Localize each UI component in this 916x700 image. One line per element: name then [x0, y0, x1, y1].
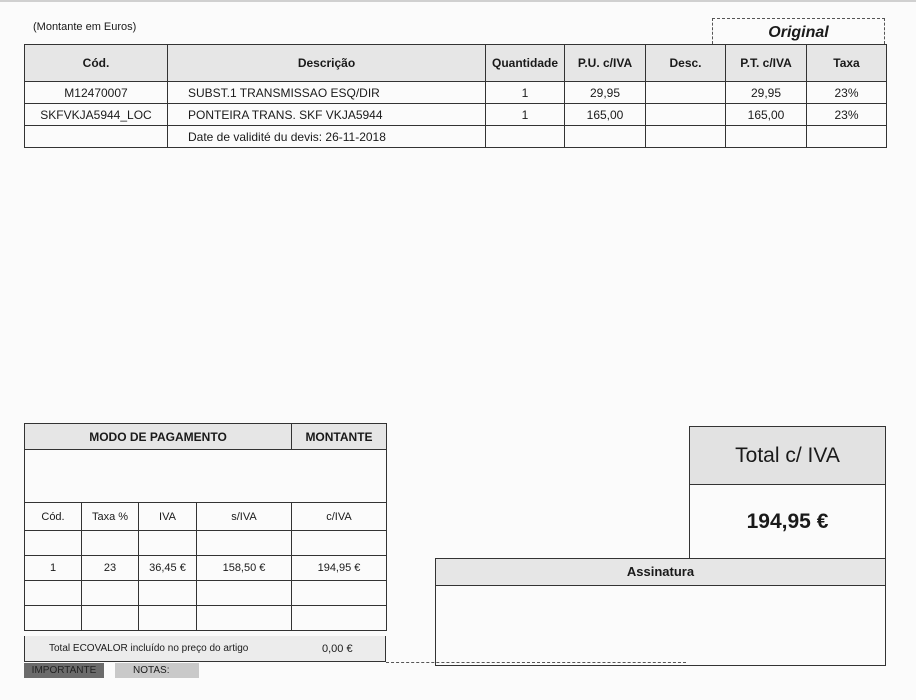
- items-table: [24, 44, 887, 148]
- payment-method-title: MODO DE PAGAMENTO: [25, 424, 292, 450]
- table-row: [25, 556, 387, 581]
- total-label: Total c/ IVA: [690, 427, 885, 485]
- items-header-row: [25, 45, 887, 82]
- payment-header-row: [25, 424, 387, 450]
- payment-blank-row: [25, 450, 387, 503]
- tax-col-civa: c/IVA: [292, 503, 387, 531]
- item-desc: [646, 104, 726, 126]
- item-desc: [646, 82, 726, 104]
- item-descricao: SUBST.1 TRANSMISSAO ESQ/DIR: [168, 82, 486, 104]
- item-descricao: Date de validité du devis: 26-11-2018: [168, 126, 486, 148]
- tax-cell: [139, 581, 197, 606]
- item-desc: [646, 126, 726, 148]
- table-row: [25, 606, 387, 631]
- item-descricao: PONTEIRA TRANS. SKF VKJA5944: [168, 104, 486, 126]
- tax-cell: [139, 531, 197, 556]
- item-taxa: 23%: [807, 82, 887, 104]
- tax-cell: [197, 531, 292, 556]
- tax-taxa: 23: [82, 556, 139, 581]
- tax-cell: [82, 581, 139, 606]
- table-row: [25, 126, 887, 148]
- ecovalor-row: [24, 636, 386, 662]
- tax-cell: [25, 531, 82, 556]
- tax-cell: [25, 581, 82, 606]
- item-pu: [565, 126, 646, 148]
- item-pu: 29,95: [565, 82, 646, 104]
- tax-cell: [292, 581, 387, 606]
- col-header-pu: P.U. c/IVA: [565, 45, 646, 82]
- signature-label: Assinatura: [436, 559, 885, 586]
- tax-cell: [197, 581, 292, 606]
- item-taxa: 23%: [807, 104, 887, 126]
- col-header-descricao: Descrição: [168, 45, 486, 82]
- tax-col-iva: IVA: [139, 503, 197, 531]
- table-row: [25, 82, 887, 104]
- payment-blank-cell: [25, 450, 387, 503]
- item-cod: M12470007: [25, 82, 168, 104]
- tax-header-row: [25, 503, 387, 531]
- item-pt: 29,95: [726, 82, 807, 104]
- total-value: 194,95 €: [746, 510, 829, 533]
- payment-table: [24, 423, 387, 631]
- payment-amount-title: MONTANTE: [292, 424, 387, 450]
- item-pt: 165,00: [726, 104, 807, 126]
- ecovalor-label: Total ECOVALOR incluído no preço do artigo: [49, 643, 249, 654]
- item-pt: [726, 126, 807, 148]
- tax-cod: 1: [25, 556, 82, 581]
- table-row: [25, 581, 387, 606]
- item-cod: [25, 126, 168, 148]
- ecovalor-value: 0,00 €: [322, 643, 353, 655]
- tax-cell: [139, 606, 197, 631]
- tax-col-cod: Cód.: [25, 503, 82, 531]
- item-cod: SKFVKJA5944_LOC: [25, 104, 168, 126]
- copy-label: Original: [712, 18, 885, 44]
- tax-col-siva: s/IVA: [197, 503, 292, 531]
- top-divider: [0, 0, 916, 2]
- total-box: [689, 426, 886, 559]
- tax-iva: 36,45 €: [139, 556, 197, 581]
- table-row: [25, 104, 887, 126]
- tax-siva: 158,50 €: [197, 556, 292, 581]
- item-quantidade: [486, 126, 565, 148]
- col-header-quantidade: Quantidade: [486, 45, 565, 82]
- item-quantidade: 1: [486, 82, 565, 104]
- item-taxa: [807, 126, 887, 148]
- col-header-taxa: Taxa: [807, 45, 887, 82]
- item-pu: 165,00: [565, 104, 646, 126]
- col-header-pt: P.T. c/IVA: [726, 45, 807, 82]
- currency-note: (Montante em Euros): [33, 21, 137, 33]
- item-quantidade: 1: [486, 104, 565, 126]
- tax-cell: [25, 606, 82, 631]
- tax-col-taxa: Taxa %: [82, 503, 139, 531]
- tax-cell: [82, 606, 139, 631]
- signature-box: [435, 558, 886, 666]
- col-header-desc: Desc.: [646, 45, 726, 82]
- tax-cell: [292, 531, 387, 556]
- tax-cell: [197, 606, 292, 631]
- col-header-cod: Cód.: [25, 45, 168, 82]
- tax-cell: [82, 531, 139, 556]
- notas-label: NOTAS:: [115, 663, 199, 678]
- tax-civa: 194,95 €: [292, 556, 387, 581]
- importante-label: IMPORTANTE: [24, 663, 104, 678]
- table-row: [25, 531, 387, 556]
- tax-cell: [292, 606, 387, 631]
